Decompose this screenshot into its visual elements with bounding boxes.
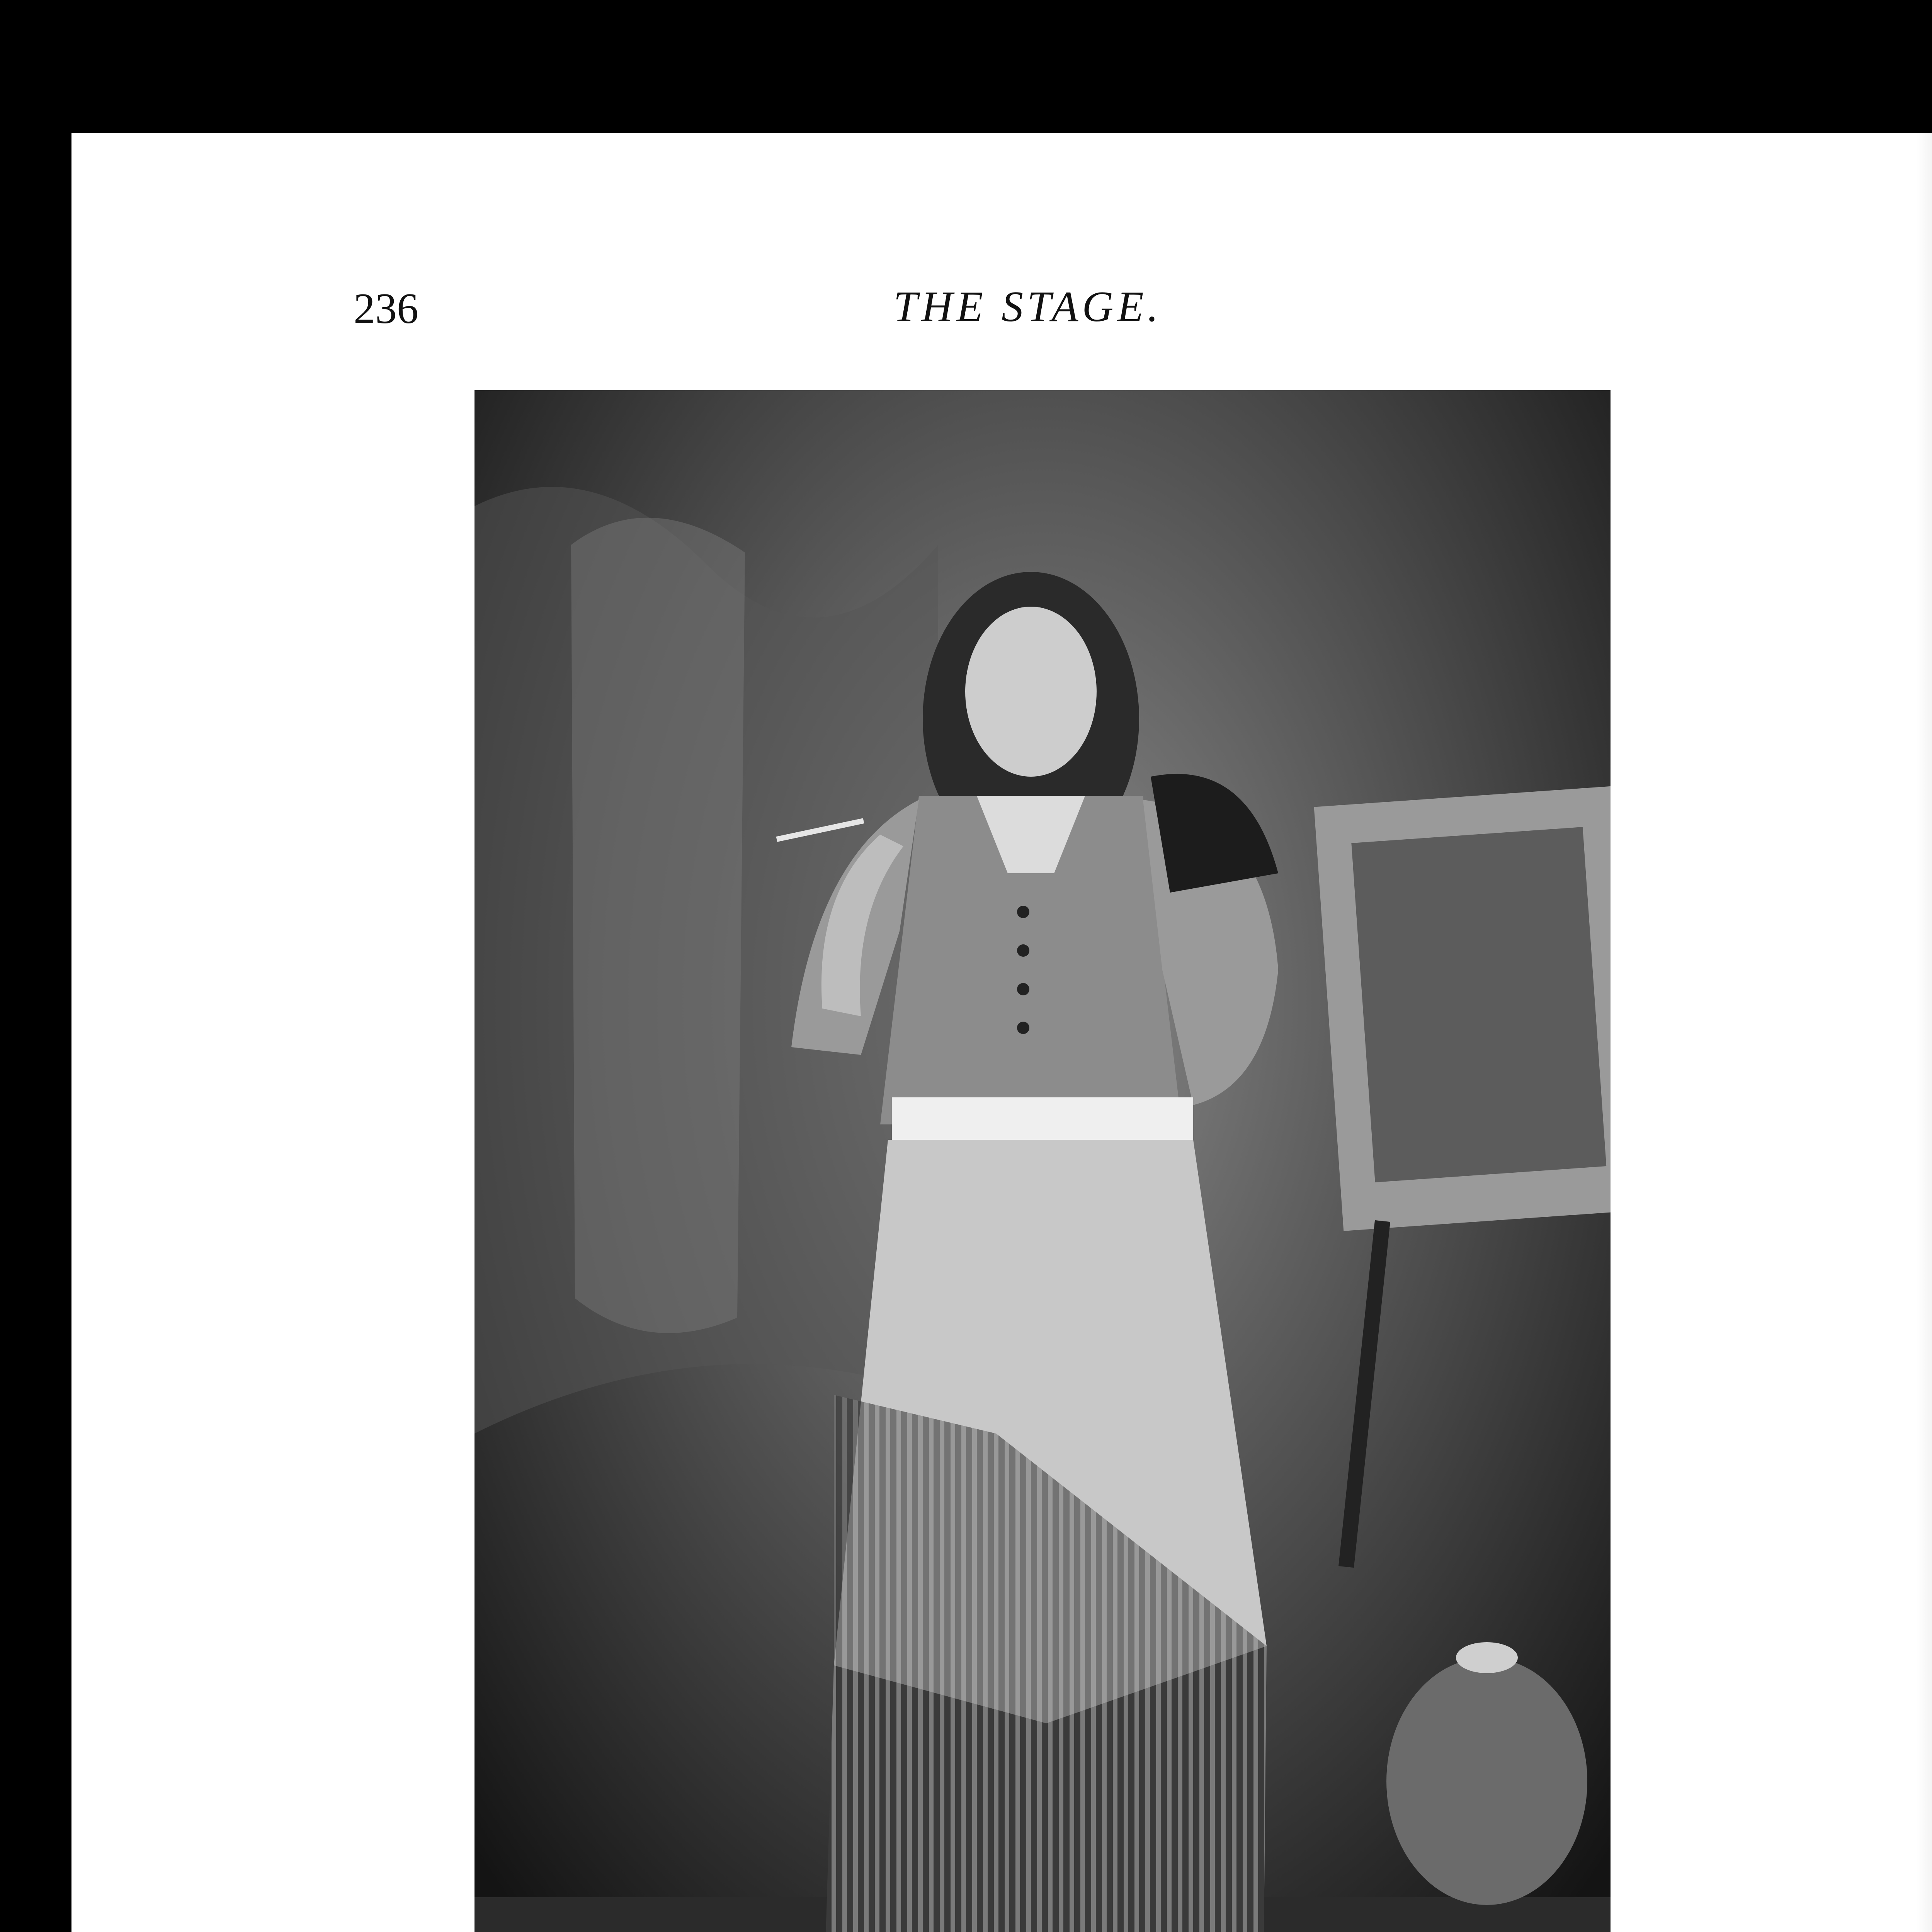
- page-number: 236: [354, 285, 418, 333]
- photograph-illustration: [474, 390, 1611, 1932]
- gutter-shadow: [1917, 133, 1932, 1932]
- actress-photograph: [474, 390, 1611, 1932]
- running-title: THE STAGE.: [893, 283, 1162, 331]
